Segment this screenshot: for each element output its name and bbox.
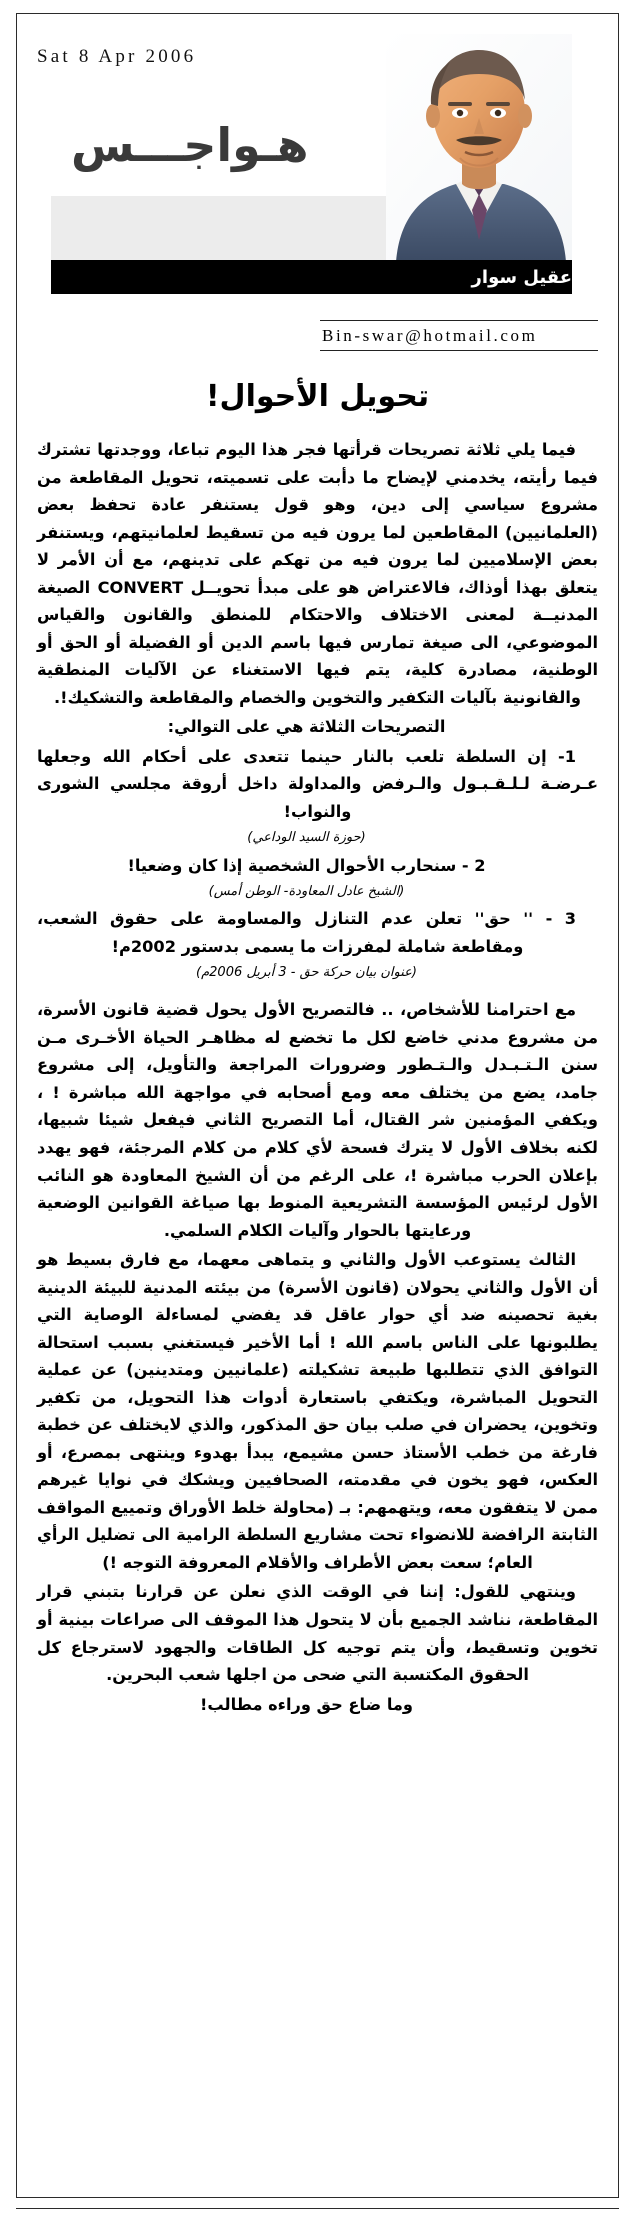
statement-attribution: (عنوان بيان حركة حق - 3 أبريل 2006م)	[196, 965, 417, 981]
statement-attribution: (الشيخ عادل المعاودة- الوطن أمس)	[208, 884, 405, 900]
author-portrait-photo	[386, 34, 572, 262]
author-email-block	[320, 320, 598, 351]
publication-date: Sat 8 Apr 2006	[37, 46, 197, 67]
statement-attribution: (حوزة السيد الوداعي)	[247, 830, 366, 846]
statement-text: سنحارب الأحوال الشخصية إذا كان وضعيا!	[127, 855, 457, 875]
article-body	[37, 436, 598, 1718]
body-paragraph: وينتهي للقول: إننا في الوقت الذي نعلن عن قرارنا بتبني قرار المقاطعة، نناشد الجميع بأن لا يتحول هذا الموقف الى صراعات بينية أو تخوين وتسقيط، وأن يتم توجيه كل الطاقات والجهود لاسترجاع كل الحقوق المكتسبة التي ضحى من اجلها شعب البحرين.	[37, 1582, 598, 1685]
intro-paragraph: فيما يلي ثلاثة تصريحات قرأتها فجر هذا اليوم تباعا، ووجدتها تشترك فيما رأيته، يخدمني لإيضاح ما دأبت على تسميته، تحويل المقاطعة من مشروع سياسي إلى دين، وهو قول يستنفر عادة تحفظ بعض (العلمانيين) المقاطعين لما يرون فيه من تسقيط لعلمانيتهم، ويستنفر بعض الإسلاميين لما يرون فيه من تهكم على تدينهم، مع أن الأمر لا يتعلق بهذا أوذاك، فالاعتراض هو على مبدأ تحويــل CONVERT الصيغة المدنيــة لمعنى الاختلاف والاحتكام للمنطق والقانون والقياس الموضوعي، الى صيغة تمارس فيها باسم الدين أو الفضيلة أو الحق أو الوطنية، مصادرة كلية، يتم فيها الاستغناء عن الآليات المنطقية والقانونية بآليات التكفير والتخوين والخصام والمقاطعة والتشكيك!.	[37, 440, 598, 707]
author-email[interactable]: Bin-swar@hotmail.com	[322, 326, 538, 345]
statement-text: '' حق'' تعلن عدم التنازل والمساومة على حقوق الشعب، ومقاطعة شاملة لمفرزات ما يسمى بدستور 2002م!	[37, 909, 534, 956]
statements-intro: التصريحات الثلاثة هي على التوالي:	[167, 717, 446, 737]
column-title: هـواجـــس	[71, 118, 309, 172]
statement-item	[37, 905, 598, 960]
closing-line: وما ضاع حق وراءه مطالب!	[200, 1694, 413, 1714]
statements-list	[37, 743, 598, 984]
email-rule-bottom	[320, 350, 598, 351]
statement-item	[37, 852, 598, 880]
body-paragraph: مع احترامنا للأشخاص، .. فالتصريح الأول يحول قضية قانون الأسرة، من مشروع مدني خاضع لكل ما تخضع له مظاهـر الحياة الأخـرى مـن سنن الـتـبـدل والـتـطور وضرورات المراجعة والتأويل، إلى مشروع جامد، يضع من يختلف معه ومع أصحابه في مواجهة الله مباشرة ! ، ويكفي المؤمنين شر القتال، أما التصريح الثاني فيفعل شيئا شبيها، لكنه بخلاف الأول لا يترك فسحة لأي كلام من كلام المرجئة، فهو يهدد بإعلان الحرب مباشرة !، على الرغم من أن الشيخ المعاودة هو النائب الأول لرئيس المؤسسة التشريعية المنوط بها صياغة القوانين الوضعية ورعايتها بالحوار وآليات الكلام السلمي.	[37, 1000, 598, 1240]
statement-number: 1-	[558, 746, 576, 766]
paragraph-spacer	[37, 986, 598, 996]
author-name: عقيل سوار	[471, 266, 572, 288]
article-frame	[16, 13, 619, 2198]
portrait-illustration	[386, 34, 572, 262]
statement-number: 3 -	[545, 909, 576, 929]
statement-text: إن السلطة تلعب بالنار حينما تتعدى على أحكام الله وجعلها عـرضـة لـلـقـبـول والـرفض والمداولة داخل أروقة مجلسي الشورى والنواب!	[37, 746, 598, 821]
masthead-grey-band	[51, 196, 386, 268]
article-headline: تحويل الأحوال!	[205, 379, 430, 414]
page-footer-rule	[16, 2208, 619, 2209]
statement-item	[37, 743, 598, 826]
body-paragraph: الثالث يستوعب الأول والثاني و يتماهى معهما، مع فارق بسيط هو أن الأول والثاني يحولان (قانون الأسرة) من بيئته المدنية للبيئة الدينية بغية تحصينه ضد أي حوار عاقل قد يفضي لمساءلة الوصاية التي يطلبونها على الناس باسم الله ! أما الأخير فيستغني بسبب استحالة التوافق الذي تتطلبها طبيعة تشكيلته (علمانيين ومتدينين) عن عملية التحويل المباشرة، ويكتفي باستعارة أدوات هذا التحويل، من تكفير وتخوين، يحضران في صلب بيان حق المذكور، والذي لايختلف عن خطبة فارغة من خطب الأستاذ حسن مشيمع، يبدأ بهدوء وينتهى بمصرع، أو العكس، فهو يخون في مقدمته، الصحافيين ويشكك في نوايا غيرهم ممن لا يتفقون معه، ويتهمهم: بـ (محاولة خلط الأوراق وتمييع المواقف الثابتة الرافضة للانضواء تحت مشاريع السلطة الرامية الى تضليل الرأي العام؛ سعت بعض الأطراف والأقلام المعروفة التوجه !)	[37, 1250, 598, 1572]
statement-number: 2 -	[461, 855, 486, 875]
byline-band	[51, 260, 572, 294]
masthead	[37, 26, 598, 294]
